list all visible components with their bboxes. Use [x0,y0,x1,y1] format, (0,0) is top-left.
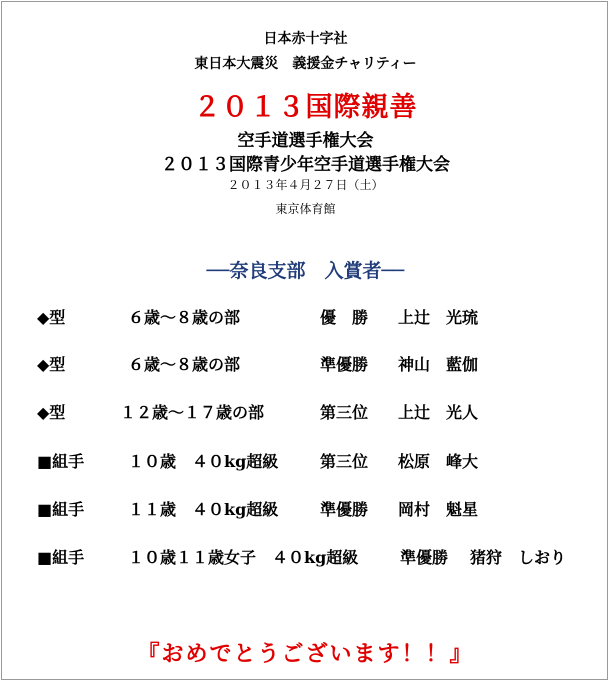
result-name: 岡村 魁星 [398,500,479,519]
result-category: ■組手 [37,500,85,519]
result-category: ◆型 [37,403,66,422]
event-date: ２０１３年４月２７日（土） [227,178,384,192]
result-rank: 準優勝 [400,548,449,567]
congratulations-message: 『おめでとうございます！！』 [137,641,474,667]
result-rank: 準優勝 [320,355,369,374]
result-rank: 準優勝 [320,500,369,519]
event-venue: 東京体育館 [275,202,336,216]
result-category: ■組手 [37,548,85,567]
result-name: 松原 峰大 [398,452,479,471]
result-rank: 優 勝 [320,308,369,327]
result-category: ◆型 [37,308,66,327]
result-category: ◆型 [37,355,66,374]
result-name: 神山 藍伽 [398,355,479,374]
result-division: １２歳～１７歳の部 [120,403,265,422]
result-division: １０歳 ４０kg超級 [128,452,279,471]
result-division: １１歳 ４０kg超級 [128,500,279,519]
branch-winners-title: ──奈良支部 入賞者── [206,260,405,282]
result-category: ■組手 [37,452,85,471]
tournament-title-2: ２０１３国際青少年空手道選手権大会 [161,155,450,175]
result-name: 猪狩 しおり [470,548,567,567]
result-name: 上辻 光琉 [398,308,479,327]
result-division: ６歳～８歳の部 [128,308,241,327]
result-division: １０歳１１歳女子 ４０kg超級 [128,548,359,567]
tournament-title-1: 空手道選手権大会 [237,131,374,151]
result-rank: 第三位 [320,452,369,471]
event-year-title: ２０１３国際親善 [193,92,418,123]
result-name: 上辻 光人 [398,403,479,422]
result-rank: 第三位 [320,403,369,422]
result-division: ６歳～８歳の部 [128,355,241,374]
charity-title: 東日本大震災 義援金チャリティー [194,56,417,72]
organization-name: 日本赤十字社 [263,31,348,47]
